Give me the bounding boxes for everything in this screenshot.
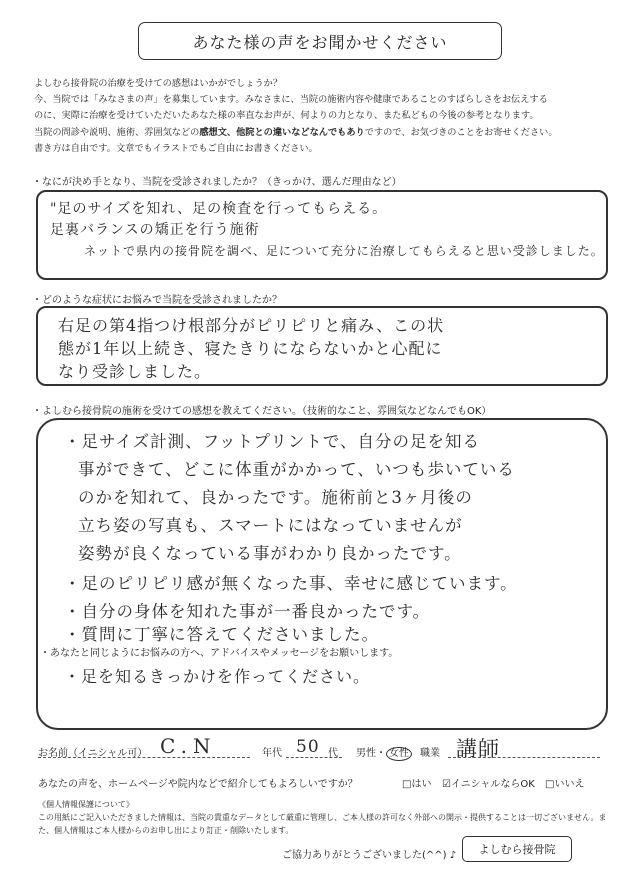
answer-line: ・足のピリピリ感が無くなった事、幸せに感じています。 [64, 574, 518, 593]
answer-line: ・自分の身体を知れた事が一番良かったです。 [64, 602, 431, 621]
consent-initials-option[interactable]: ☑イニシャルならOK [442, 779, 535, 790]
age-value[interactable]: 50 [296, 737, 320, 757]
answer-line: ・質問に丁寧に答えてくださいました。 [64, 625, 379, 644]
intro-line: のに、実際に治療を受けていただいたあなた様の率直なお声が、何よりの力となり、また私どもの今後の参考となります。 [34, 110, 539, 122]
intro-line: よしむら接骨院の治療を受けての感想はいかがでしょうか？ [34, 78, 283, 89]
job-underline [448, 757, 600, 758]
answer-line: のかを知れて、良かったです。施術前と3ヶ月後の [78, 488, 473, 507]
answer-line: 姿勢が良くなっている事がわかり良かったです。 [78, 544, 462, 563]
intro-text [34, 76, 614, 157]
privacy-text: この用紙にご記入いただきました情報は、当院の貴重なデータとして厳重に管理し、ご本人様の許可なく外部への開示・提供することは一切ございません。また、個人情報はご本人様からのお申し出により訂正・削除いたします。 [38, 813, 607, 835]
job-value[interactable]: 講師 [456, 737, 500, 761]
answer-line: 右足の第4指つけ根部分がピリピリと痛み、この状 [58, 316, 445, 335]
answer-line: 態が1年以上続き、寝たきりにならないかと心配に [58, 339, 443, 358]
answer-line: ネットで県内の接骨院を調べ、足について充分に治療してもらえると思い受診しました。 [84, 244, 604, 258]
thanks-text: ご協力ありがとうございました(^^) ♪ [282, 850, 457, 861]
question-symptoms: ・どのような症状にお悩みで当院を受診されましたか？ [32, 295, 282, 306]
intro-line: 書き方は自由です。文章でもイラストでもご自由にお書きください。 [34, 142, 318, 154]
answer-line: "足のサイズを知れ、足の検査を行ってもらえる。 [50, 201, 388, 217]
answer-line: 立ち姿の写真も、スマートにはなっていませんが [78, 516, 463, 535]
privacy-heading: 《個人情報保護について》 [38, 800, 134, 809]
intro-line: 今、当院では「みなさまの声」を募集しています。みなさまに、当院の施術内容や健康であることのすばらしさをお伝えする [34, 94, 548, 106]
job-label: 職業 [420, 748, 440, 759]
question-impressions: ・よしむら接骨院の施術を受けての感想を教えてください。（技術的なこと、雰囲気などなんでもOK） [32, 406, 492, 417]
gender-female-selected: 女性 [386, 747, 412, 761]
age-underline [286, 757, 342, 758]
page-title: あなた様の声をお聞かせください [138, 22, 502, 60]
gender-field[interactable]: 男性・ 女性 [356, 744, 412, 761]
consent-yes-option[interactable]: □はい [402, 779, 432, 790]
intro-emphasis: 感想文、他院との違いなどなんでもあり [199, 126, 365, 138]
consent-no-option[interactable]: □いいえ [545, 779, 585, 790]
name-label: お名前（イニシャル可） [38, 748, 148, 759]
answer-line: 事ができて、どこに体重がかかって、いつも歩いている [78, 460, 515, 479]
answer-line: なり受診しました。 [58, 362, 212, 381]
answer-line: 足裏バランスの矯正を行う施術 [50, 222, 260, 238]
question-decision: ・なにが決め手となり、当院を受診されましたか？（きっかけ、選んだ理由など） [32, 177, 402, 188]
answer-line: ・足サイズ計測、フットプリントで、自分の足を知る [64, 432, 481, 451]
clinic-stamp: よしむら接骨院 [462, 836, 572, 862]
name-underline [38, 757, 250, 758]
consent-question: あなたの声を、ホームページや院内などで紹介してもよろしいですか？ [38, 779, 358, 790]
question-message: ・あなたと同じようにお悩みの方へ、アドバイスやメッセージをお願いします。 [40, 644, 402, 659]
age-suffix: 代 [328, 748, 338, 759]
answer-line: ・足を知るきっかけを作ってください。 [64, 667, 371, 686]
gender-male: 男性 [356, 748, 376, 759]
age-label: 年代 [262, 748, 282, 759]
name-value[interactable]: C.N [160, 734, 217, 758]
intro-line: 当院の問診や説明、施術、雰囲気などの感想文、他院との違いなどなんでもありですので、お気づきのことをお寄せください。 [34, 126, 558, 138]
